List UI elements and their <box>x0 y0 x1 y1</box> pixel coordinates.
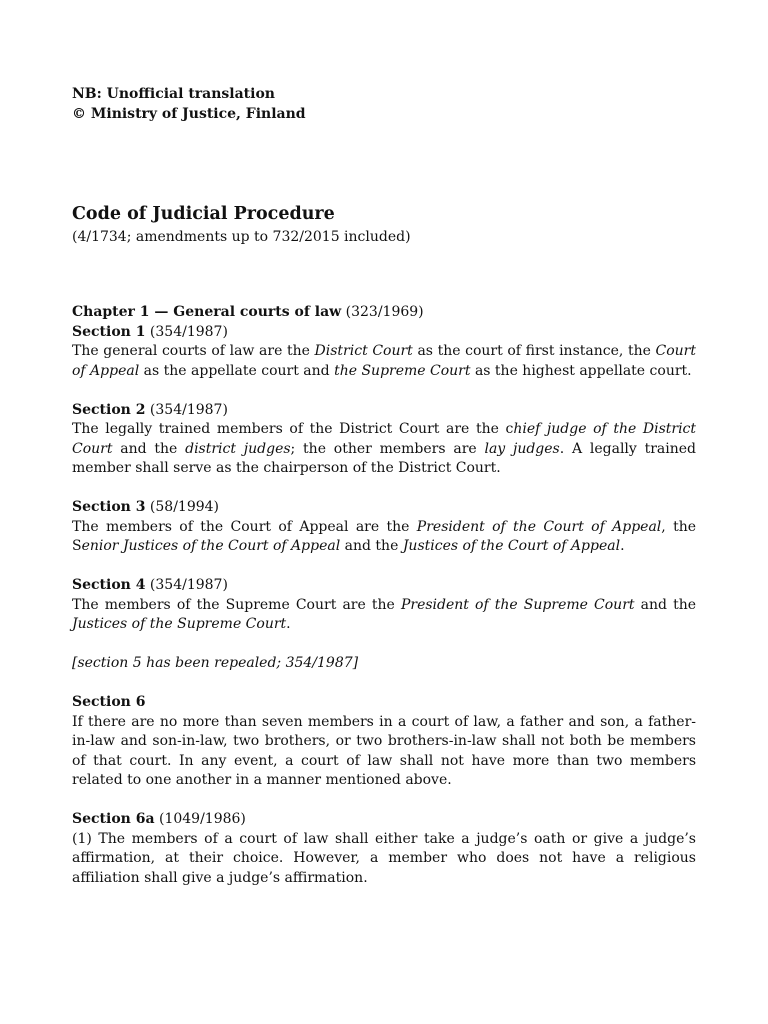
section-text: (1) The members of a court of law shall either take a judge’s oath or give a judge’s affirmation, at their choice. However, a member who does not have a religious affiliation shall give a judge’s affirmation. <box>72 830 696 886</box>
section-ref: (354/1987) <box>149 323 228 340</box>
section-text: The legally trained members of the District Court are the chief judge of the District Court and the district judges; the other members are lay judges. A legally trained member shall serve as the chairperson of the District Court. <box>72 421 697 476</box>
section-6-block <box>72 693 696 791</box>
section-3-block <box>72 498 696 557</box>
section-ref: (1049/1986) <box>158 811 246 827</box>
section-text: The general courts of law are the District Court as the court of first instance, the Court of Appeal as the appellate court and the Supreme Court as the highest appellate court. <box>72 343 696 379</box>
section-heading <box>72 693 696 713</box>
section-ref: (354/1987) <box>149 577 228 593</box>
document-subtitle: (4/1734; amendments up to 732/2015 included) <box>72 229 411 245</box>
section-label: Section 1 <box>72 323 146 340</box>
section-ref: (58/1994) <box>149 499 220 515</box>
notice-copyright: © Ministry of Justice, Finland <box>72 106 306 122</box>
section-ref: (354/1987) <box>149 401 228 418</box>
section-text: The members of the Supreme Court are the President of the Supreme Court and the Justices of the Supreme Court. <box>72 596 697 632</box>
section-heading <box>72 576 696 596</box>
chapter-1-block <box>72 303 696 381</box>
section-6a-block <box>72 810 696 888</box>
notice-unofficial: NB: Unofficial translation <box>72 86 275 102</box>
section-label: Section 6a <box>72 811 155 827</box>
chapter-heading <box>72 303 696 323</box>
document-title: Code of Judicial Procedure <box>72 204 335 224</box>
section-text: If there are no more than seven members in a court of law, a father and son, a father-in-law and son-in-law, two brothers, or two brothers-in-law shall not both be members of that court. In any event, a court of law shall not have more than two members related to one another in a manner mentioned above. <box>72 713 696 788</box>
section-heading <box>72 498 696 518</box>
chapter-label: Chapter 1 — General courts of law <box>72 304 342 320</box>
repealed-section-note: [section 5 has been repealed; 354/1987] <box>72 655 359 671</box>
section-label: Section 6 <box>72 694 146 710</box>
section-2-block <box>72 401 696 479</box>
section-label: Section 4 <box>72 577 146 593</box>
section-heading <box>72 810 696 830</box>
section-4-block <box>72 576 696 635</box>
document-body <box>72 303 696 888</box>
section-heading <box>72 401 696 421</box>
translation-notice <box>72 84 306 124</box>
section-label: Section 2 <box>72 401 146 418</box>
section-text: The members of the Court of Appeal are the President of the Court of Appeal, the Senior Justices of the Court of Appeal and the Justices of the Court of Appeal. <box>72 518 697 554</box>
chapter-ref: (323/1969) <box>345 304 424 320</box>
section-heading <box>72 323 696 343</box>
section-label: Section 3 <box>72 499 146 515</box>
